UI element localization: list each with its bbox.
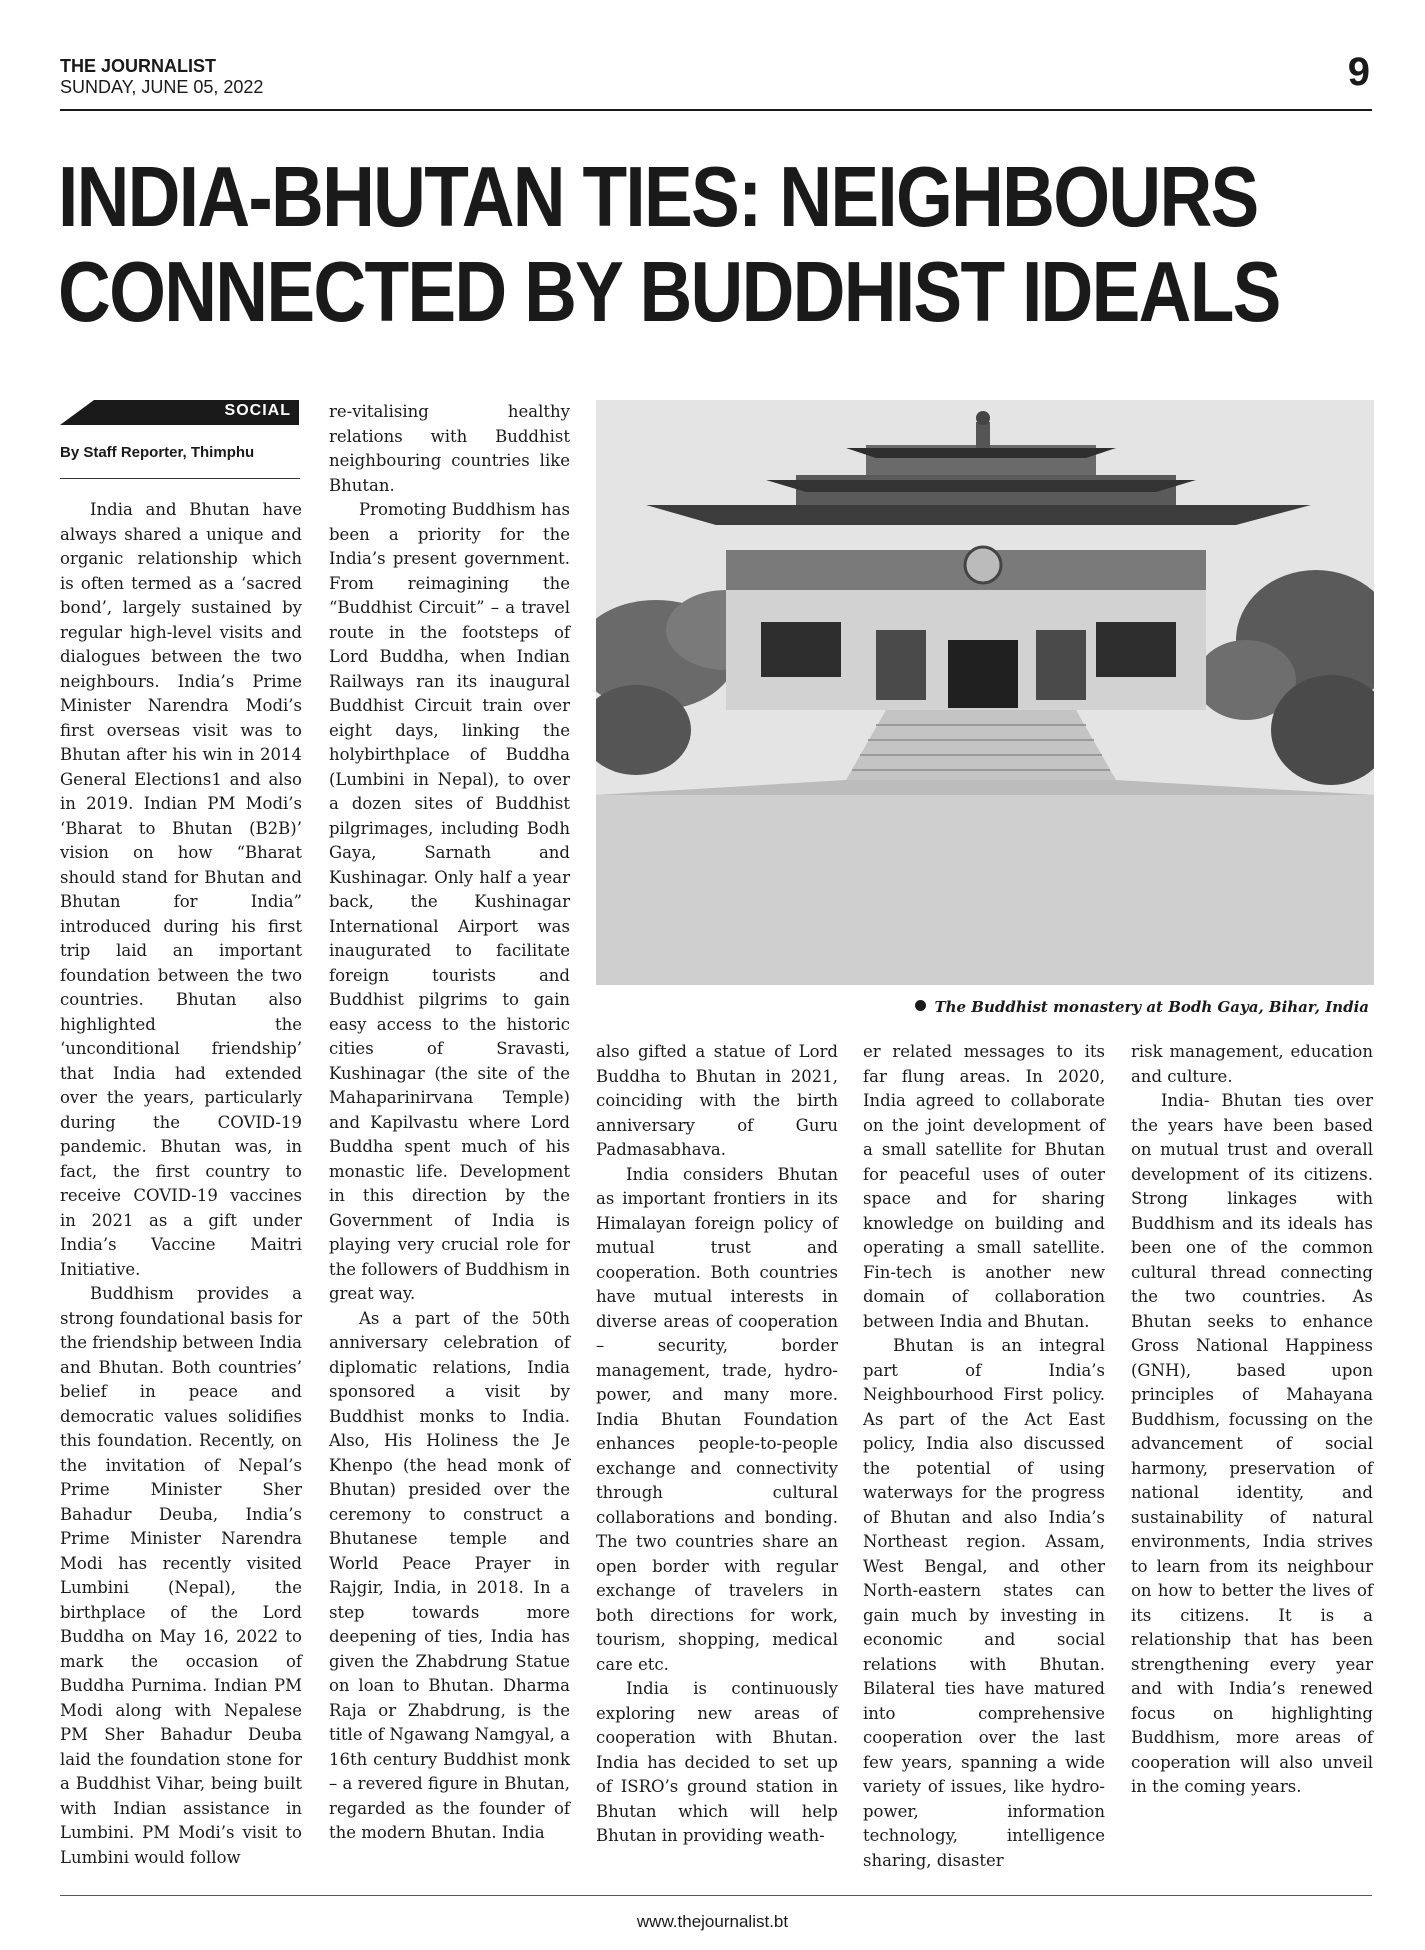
issue-date: SUNDAY, JUNE 05, 2022 [60, 77, 264, 97]
masthead [60, 56, 263, 98]
paragraph: India considers Bhutan as important frontiers in its Himalayan foreign policy of mutual trust and cooperation. Both countries have mutual interests in diverse areas of cooperation – security, border management, trade, hydro-power, and many more. India Bhutan Foundation enhances people-to-people exchange and connectivity through cultural collaborations and bonding. The two countries share an open border with regular exchange of travelers in both directions for work, tourism, shopping, medical care etc. [596, 1164, 838, 1674]
paragraph: Buddhism provides a strong foundational basis for the friendship between India and Bhutan. Both countries’ belief in peace and democratic values solidifies this foundation. Recently, on the invitation of Nepal’s Prime Minister Sher Bahadur Deuba, India’s Prime Minister Narendra Modi has recently visited Lumbini (Nepal), the birthplace of the Lord Buddha on May 16, 2022 to mark the occasion of Buddha Purnima. Indian PM Modi along with Nepalese PM Sher Bahadur Deuba laid the foundation stone for a Buddhist Vihar, being built with Indian assistance in Lumbini. PM Modi’s visit to Lumbini would follow [60, 1284, 302, 1867]
footer-rule [60, 1895, 1372, 1896]
header-rule [60, 109, 1372, 111]
paragraph: India- Bhutan ties over the years have been based on mutual trust and overall development of its citizens. Strong linkages with Buddhism and its ideals has been one of the common cultural thread connecting the two countries. As Bhutan seeks to enhance Gross National Happiness (GNH), based upon principles of Mahayana Buddhism, focussing on the advancement of social harmony, preservation of national identity, and sustainability of natural environments, India strives to learn from its neighbour on how to better the lives of its citizens. It is a relationship that has been strengthening every year and with India’s renewed focus on highlighting Buddhism, more areas of cooperation will also unveil in the coming years. [1131, 1091, 1373, 1796]
headline-line-2: CONNECTED BY BUDDHIST IDEALS [58, 245, 1280, 340]
byline: By Staff Reporter, Thimphu [60, 444, 255, 461]
headline-line-1: INDIA-BHUTAN TIES: NEIGHBOURS [58, 150, 1258, 245]
paragraph: Bhutan is an integral part of India’s Neighbourhood First policy. As part of the Act East policy, India also discussed the potential of using waterways for the progress of Bhutan and also India’s Northeast region. Assam, West Bengal, and other North-eastern states can gain much by investing in economic and social relations with Bhutan. Bilateral ties have matured into comprehensive cooperation over the last few years, spanning a wide variety of issues, like hydro-power, information technology, intelligence sharing, disaster [863, 1336, 1105, 1870]
article-column-5 [1131, 1040, 1373, 1800]
byline-rule [60, 478, 300, 479]
paragraph: As a part of the 50th anniversary celebration of diplomatic relations, India sponsored a visit by Buddhist monks to India. Also, His Holiness the Je Khenpo (the head monk of Bhutan) presided over the ceremony to construct a Bhutanese temple and World Peace Prayer in Rajgir, India, in 2018. In a step towards more deepening of ties, India has given the Zhabdrung Statue on loan to Bhutan. Dharma Raja or Zhabdrung, is the title of Ngawang Namgyal, a 16th century Buddhist monk – a revered figure in Bhutan, regarded as the founder of the modern Bhutan. India [329, 1308, 570, 1842]
photo-caption-text: The Buddhist monastery at Bodh Gaya, Bihar, India [934, 998, 1369, 1016]
article-headline [58, 150, 1280, 340]
article-column-2 [329, 400, 570, 1846]
monastery-illustration [596, 400, 1374, 985]
paragraph: India is continuously exploring new areas of cooperation with Bhutan. India has decided to set up of ISRO’s ground station in Bhutan which will help Bhutan in providing weath- [596, 1679, 838, 1845]
page-number: 9 [1347, 50, 1370, 94]
monastery-photo [596, 400, 1374, 985]
section-tag-label: SOCIAL [224, 402, 291, 419]
article-column-1 [60, 498, 302, 1870]
paragraph: er related messages to its far flung areas. In 2020, India agreed to collaborate on the joint development of a small satellite for Bhutan for peaceful uses of outer space and for sharing knowledge on building and operating a small satellite. Fin-tech is another new domain of collaboration between India and Bhutan. [863, 1042, 1105, 1331]
paragraph: India and Bhutan have always shared a unique and organic relationship which is often termed as a ‘sacred bond’, largely sustained by regular high-level visits and dialogues between the two neighbours. India’s Prime Minister Narendra Modi’s first overseas visit was to Bhutan after his win in 2014 General Elections1 and also in 2019. Indian PM Modi’s ‘Bharat to Bhutan (B2B)’ vision on how “Bharat should stand for Bhutan and Bhutan for India” introduced during his first trip laid an important foundation between the two countries. Bhutan also highlighted the ‘unconditional friendship’ that India had extended over the years, particularly during the COVID-19 pandemic. Bhutan was, in fact, the first country to receive COVID-19 vaccines in 2021 as a gift under India’s Vaccine Maitri Initiative. [60, 500, 302, 1279]
article-column-4 [863, 1040, 1105, 1873]
section-tag [60, 400, 299, 425]
paragraph: also gifted a statue of Lord Buddha to Bhutan in 2021, coinciding with the birth anniversary of Guru Padmasabhava. [596, 1042, 838, 1159]
paragraph: re-vitalising healthy relations with Buddhist neighbouring countries like Bhutan. [329, 402, 570, 495]
paragraph: Promoting Buddhism has been a priority for the India’s present government. From reimagining the “Buddhist Circuit” – a travel route in the footsteps of Lord Buddha, when Indian Railways ran its inaugural Buddhist Circuit train over eight days, linking the holybirthplace of Buddha (Lumbini in Nepal), to over a dozen sites of Buddhist pilgrimages, including Bodh Gaya, Sarnath and Kushinagar. Only half a year back, the Kushinagar International Airport was inaugurated to facilitate foreign tourists and Buddhist pilgrims to gain easy access to the historic cities of Sravasti, Kushinagar (the site of the Mahaparinirvana Temple) and Kapilvastu where Lord Buddha spent much of his monastic life. Development in this direction by the Government of India is playing very crucial role for the followers of Buddhism in great way. [329, 500, 570, 1303]
paragraph: risk management, education and culture. [1131, 1042, 1373, 1086]
footer-url[interactable]: www.thejournalist.bt [636, 1912, 789, 1931]
bullet-icon [915, 1000, 926, 1011]
publication-name: THE JOURNALIST [60, 56, 217, 76]
photo-caption [915, 998, 1369, 1016]
article-column-3 [596, 1040, 838, 1849]
